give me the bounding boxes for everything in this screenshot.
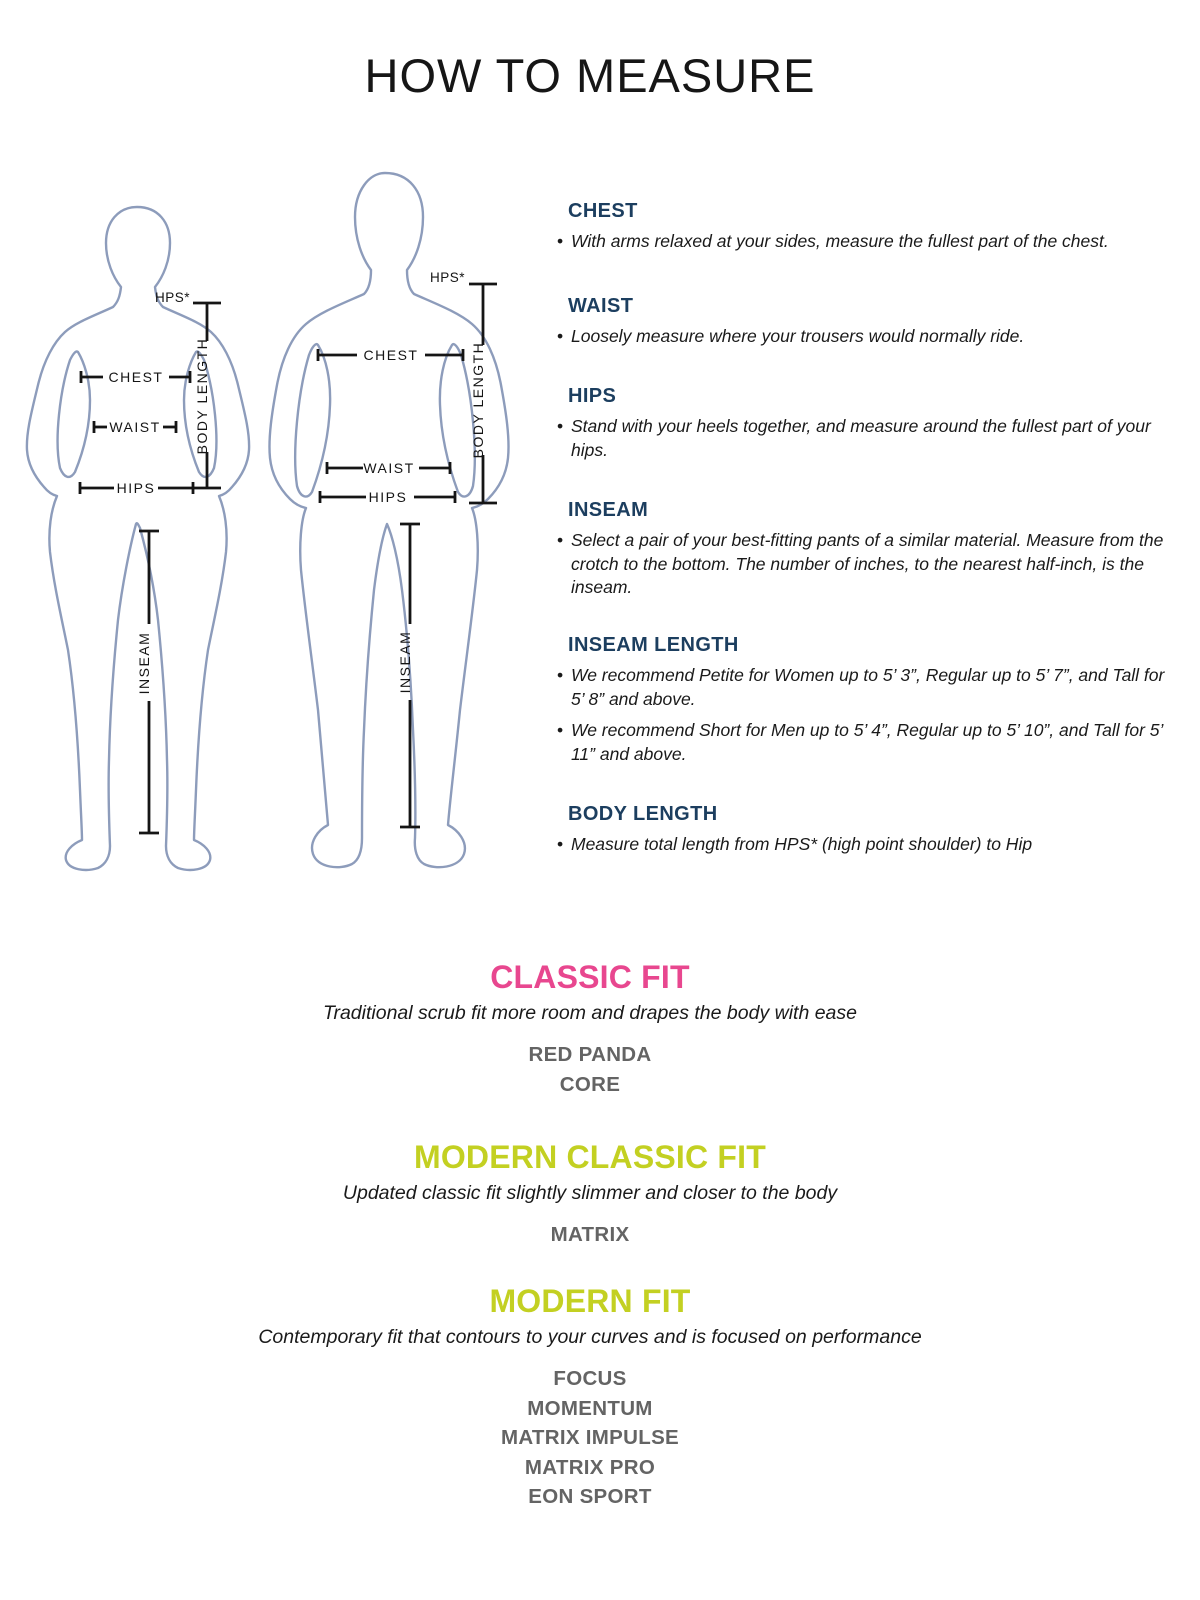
male-chest-label: CHEST [363,347,419,363]
instruction-body-length-heading: BODY LENGTH [568,803,718,825]
fit-classic-description: Traditional scrub fit more room and drapes the body with ease [323,1002,857,1024]
product-name: CORE [559,1072,621,1096]
instruction-waist [556,295,1172,357]
fit-classic-name: CLASSIC FIT [490,959,690,995]
page-title: HOW TO MEASURE [364,49,816,102]
female-hps-label: HPS* [154,290,190,305]
fit-modern-classic [0,1138,1180,1250]
male-left-arm-gap [295,344,330,496]
instruction-chest-heading: CHEST [568,200,638,222]
female-left-arm-gap [58,351,90,476]
male-figure [269,173,508,867]
instruction-inseam-length-bullet-men: • We recommend Short for Men up to 5’ 4”, Regular up to 5’ 10”, and Tall for 5’ 11” and above. [556,719,1172,766]
fit-classic [0,958,1180,1099]
instruction-body-length [556,803,1172,865]
male-bodylength-label: BODY LENGTH [470,341,486,459]
fit-modern-classic-products [0,1220,1180,1250]
female-bodylength-label: BODY LENGTH [194,337,210,455]
instruction-hips-bullet: • Stand with your heels together, and measure around the fullest part of your hips. [556,415,1172,462]
fit-modern-classic-description: Updated classic fit slightly slimmer and closer to the body [342,1182,838,1204]
instruction-waist-heading: WAIST [568,295,634,317]
female-figure [27,207,249,870]
female-figure-outline [27,207,249,870]
fit-modern [0,1282,1180,1512]
instruction-inseam-length [556,634,1172,774]
instruction-inseam-length-heading: INSEAM LENGTH [568,634,739,656]
instruction-chest [556,200,1172,262]
fit-modern-name: MODERN FIT [489,1283,691,1319]
female-chest-label: CHEST [108,369,164,385]
instruction-chest-bullet: • With arms relaxed at your sides, measure the fullest part of the chest. [556,230,1172,254]
instruction-hips [556,385,1172,470]
product-name: MOMENTUM [527,1396,653,1420]
fit-classic-products [0,1040,1180,1099]
instruction-inseam-heading: INSEAM [568,499,649,521]
product-name: MATRIX [550,1223,630,1246]
male-hps-label: HPS* [429,270,465,285]
fit-modern-products [0,1364,1180,1512]
product-name: RED PANDA [528,1043,652,1066]
female-hips-label: HIPS [116,480,156,496]
male-hips-label: HIPS [368,489,408,505]
female-inseam-label: INSEAM [136,631,152,695]
instruction-body-length-bullet: • Measure total length from HPS* (high point shoulder) to Hip [556,833,1172,857]
instruction-inseam [556,499,1172,608]
product-name: EON SPORT [528,1485,652,1508]
female-waist-label: WAIST [109,419,161,435]
male-waist-label: WAIST [363,460,415,476]
product-name: MATRIX PRO [524,1455,656,1479]
instruction-hips-heading: HIPS [568,385,617,407]
instruction-waist-bullet: • Loosely measure where your trousers would normally ride. [556,325,1172,349]
fit-modern-classic-name: MODERN CLASSIC FIT [413,1139,767,1175]
male-inseam-label: INSEAM [397,630,413,694]
product-name: MATRIX IMPULSE [500,1426,680,1449]
product-name: FOCUS [553,1367,627,1390]
instruction-inseam-length-bullet-women: • We recommend Petite for Women up to 5’ 3”, Regular up to 5’ 7”, and Tall for 5’ 8” and above. [556,664,1172,711]
instruction-inseam-bullet: • Select a pair of your best-fitting pants of a similar material. Measure from the crotch to the bottom. The number of inches, to the nearest half-inch, is the inseam. [556,529,1172,600]
fit-modern-description: Contemporary fit that contours to your curves and is focused on performance [258,1326,922,1348]
male-figure-outline [269,173,508,867]
